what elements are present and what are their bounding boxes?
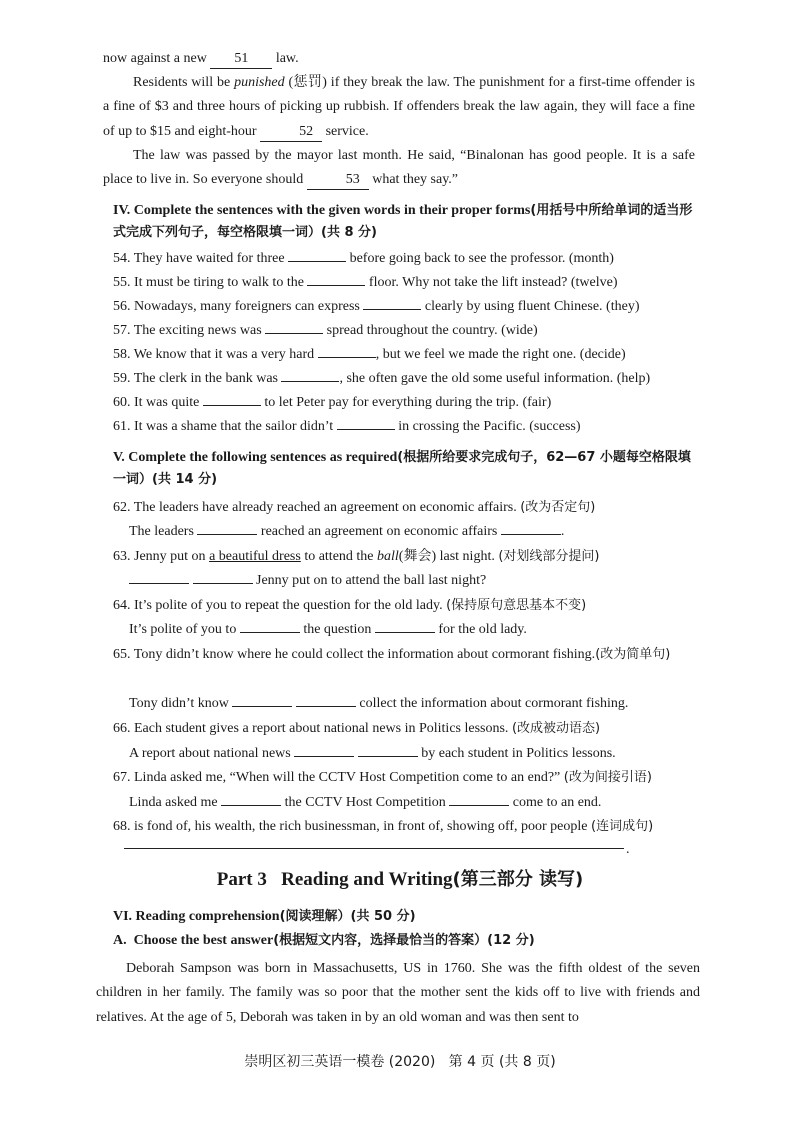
answer-blank[interactable]: [193, 583, 253, 584]
section-title-en: VI. Reading comprehension: [113, 909, 280, 924]
question-number: 59.: [113, 371, 131, 386]
answer-blank[interactable]: [221, 805, 281, 806]
question-text: It was quite: [134, 395, 200, 410]
question-text: The clerk in the bank was: [133, 371, 278, 386]
part-title-en: Part 3 Reading and Writing: [216, 869, 453, 890]
answer-line-64: [129, 618, 699, 642]
question-number: 61.: [113, 419, 131, 434]
section-title-en: IV. Complete the sentences with the given words in their proper forms: [113, 203, 531, 218]
question-number: 62.: [113, 500, 131, 515]
question-56: [113, 295, 703, 319]
question-text: spread throughout the country. (wide): [326, 323, 538, 338]
answer-text: Jenny put on to attend the ball last night?: [256, 573, 487, 588]
question-text: clearly by using fluent Chinese. (they): [424, 299, 640, 314]
question-requirement: (保持原句意思基本不变): [446, 598, 587, 613]
punished-word: punished: [234, 75, 285, 90]
passage-paragraph-2: [103, 71, 695, 144]
question-67: [113, 766, 703, 790]
question-number: 67.: [113, 770, 131, 785]
question-59: [113, 367, 703, 391]
underlined-part: a beautiful dress: [209, 549, 301, 564]
passage-text: what they say.”: [372, 172, 459, 188]
question-number: 56.: [113, 299, 131, 314]
subsection-title-en: A. Choose the best answer: [113, 933, 274, 948]
answer-blank[interactable]: [265, 333, 323, 334]
question-requirement: (连词成句): [591, 819, 654, 834]
section-4-title: [113, 200, 703, 244]
question-requirement: (改为否定句): [520, 500, 596, 515]
question-text: It’s polite of you to repeat the question for the old lady.: [134, 598, 443, 613]
answer-blank[interactable]: [449, 805, 509, 806]
section-6-title: [113, 906, 703, 928]
question-text: , but we feel we made the right one. (decide): [375, 347, 626, 362]
blank-52[interactable]: 52: [260, 123, 322, 142]
answer-text: reached an agreement on economic affairs: [260, 524, 498, 539]
answer-text: Linda asked me: [129, 795, 218, 810]
question-text: It was a shame that the sailor didn’t: [134, 419, 334, 434]
answer-text: It’s polite of you to: [129, 622, 237, 637]
question-62: [113, 496, 703, 520]
answer-text: by each student in Politics lessons.: [421, 746, 616, 761]
question-requirement: (对划线部分提问): [498, 549, 600, 564]
question-text: It must be tiring to walk to the: [134, 275, 304, 290]
question-57: [113, 319, 703, 343]
section-5-title: [113, 447, 703, 491]
answer-blank[interactable]: [197, 534, 257, 535]
question-text: Nowadays, many foreigners can express: [134, 299, 360, 314]
question-65: [113, 643, 698, 667]
answer-blank[interactable]: [294, 756, 354, 757]
question-68: [113, 815, 703, 839]
reading-passage: Deborah Sampson was born in Massachusetts, US in 1760. She was the fifth oldest of the seven children in her family. The family was so poor that the mother sent the kids off to live with friends and relatives. At the age of 5, Deborah was taken in by an old woman and was then sent to: [96, 961, 700, 1025]
question-text: floor. Why not take the lift instead? (twelve): [368, 275, 618, 290]
question-text: The leaders have already reached an agreement on economic affairs.: [133, 500, 517, 515]
answer-text: Tony didn’t know: [129, 696, 229, 711]
question-number: 68.: [113, 819, 131, 834]
answer-text: The leaders: [129, 524, 194, 539]
answer-blank[interactable]: [307, 285, 365, 286]
passage-text: (惩罚) if they break the law. The punishment for a first-time offender is a fine of $3 and three hours of picking up rubbish. If offenders break the law again, they will face a fine of up to $15 and eight-hour: [103, 75, 696, 139]
question-text: Each student gives a report about national news in Politics lessons.: [134, 721, 509, 736]
question-number: 57.: [113, 323, 131, 338]
answer-line-65: [129, 692, 699, 716]
answer-line-68[interactable]: [124, 848, 624, 849]
answer-blank[interactable]: [358, 756, 418, 757]
question-number: 63.: [113, 549, 131, 564]
answer-blank[interactable]: [375, 632, 435, 633]
answer-text: the CCTV Host Competition: [284, 795, 446, 810]
question-text: , she often gave the old some useful information. (help): [339, 371, 651, 386]
section-title-en: V. Complete the following sentences as required: [113, 450, 398, 465]
part-3-title: [0, 868, 800, 892]
question-text: We know that it was a very hard: [133, 347, 315, 362]
question-number: 54.: [113, 251, 131, 266]
answer-line-66: [129, 742, 699, 766]
passage-line-51: [103, 47, 695, 71]
answer-line-62: [129, 520, 699, 544]
answer-blank[interactable]: [288, 261, 346, 262]
question-text: They have waited for three: [133, 251, 285, 266]
sentence-end-mark: .: [626, 842, 630, 857]
question-text: Tony didn’t know where he could collect the information about cormorant fishing.: [133, 647, 596, 662]
answer-text: come to an end.: [512, 795, 602, 810]
section-title-cn: (用括号中所给单词的适当形式完成下列句子，每空格限填一词）(共 8 分): [113, 203, 693, 240]
question-requirement: (改成被动语态): [511, 721, 601, 736]
question-text: to let Peter pay for everything during the trip. (fair): [264, 395, 552, 410]
answer-blank[interactable]: [296, 706, 356, 707]
answer-line-63: [129, 569, 699, 593]
blank-51[interactable]: 51: [210, 50, 272, 69]
answer-blank[interactable]: [318, 357, 376, 358]
part-title-cn: (第三部分 读写): [452, 869, 584, 890]
answer-blank[interactable]: [203, 405, 261, 406]
question-61: [113, 415, 703, 439]
answer-text: for the old lady.: [438, 622, 527, 637]
question-text: is fond of, his wealth, the rich businessman, in front of, showing off, poor people: [134, 819, 588, 834]
answer-text: .: [560, 524, 565, 539]
footer-text: 崇明区初三英语一模卷 (2020) 第 4 页 (共 8 页): [244, 1054, 556, 1070]
question-text: Jenny put on: [134, 549, 206, 564]
question-55: [113, 271, 703, 295]
answer-blank[interactable]: [501, 534, 561, 535]
question-number: 66.: [113, 721, 131, 736]
question-58: [113, 343, 703, 367]
answer-blank[interactable]: [363, 309, 421, 310]
question-requirement: (改为间接引语): [563, 770, 652, 785]
question-text: to attend the: [304, 549, 374, 564]
answer-blank[interactable]: [337, 429, 395, 430]
section-title-cn: (阅读理解）(共 50 分): [279, 909, 416, 924]
passage-text: now against a new: [103, 51, 207, 66]
answer-blank[interactable]: [281, 381, 339, 382]
passage-paragraph-3: [103, 144, 695, 193]
question-64: [113, 594, 703, 618]
question-number: 55.: [113, 275, 131, 290]
question-text: in crossing the Pacific. (success): [398, 419, 581, 434]
passage-text: law.: [275, 51, 299, 66]
ball-word: ball: [377, 549, 399, 564]
section-title-cn: (根据所给要求完成句子，62—67 小题每空格限填一词）(共 14 分): [113, 450, 691, 487]
question-requirement: (改为简单句): [595, 647, 671, 662]
passage-text: service.: [325, 123, 369, 139]
answer-blank[interactable]: [232, 706, 292, 707]
question-text: Linda asked me, “When will the CCTV Host Competition come to an end?”: [134, 770, 561, 785]
answer-blank[interactable]: [240, 632, 300, 633]
passage-text: Residents will be: [133, 75, 231, 90]
answer-text: collect the information about cormorant fishing.: [359, 696, 629, 711]
answer-text: A report about national news: [129, 746, 291, 761]
blank-53[interactable]: 53: [307, 171, 369, 190]
question-text: (舞会) last night.: [398, 549, 495, 564]
question-number: 64.: [113, 598, 131, 613]
question-number: 60.: [113, 395, 131, 410]
question-63: [113, 545, 703, 569]
question-number: 58.: [113, 347, 131, 362]
answer-text: the question: [303, 622, 372, 637]
passage-text: The law was passed by the mayor last month. He said, “Binalonan has good people. It is a safe place to live in. So everyone should: [103, 148, 695, 188]
question-text: before going back to see the professor. (month): [349, 251, 614, 266]
answer-line-67: [129, 791, 699, 815]
question-number: 65.: [113, 647, 131, 662]
question-text: The exciting news was: [133, 323, 262, 338]
section-6a-title: [113, 930, 703, 952]
question-60: [113, 391, 703, 415]
question-66: [113, 717, 703, 741]
answer-blank[interactable]: [129, 583, 189, 584]
page-footer: [0, 1050, 800, 1075]
question-54: [113, 247, 703, 271]
subsection-title-cn: (根据短文内容，选择最恰当的答案）(12 分): [273, 933, 535, 948]
